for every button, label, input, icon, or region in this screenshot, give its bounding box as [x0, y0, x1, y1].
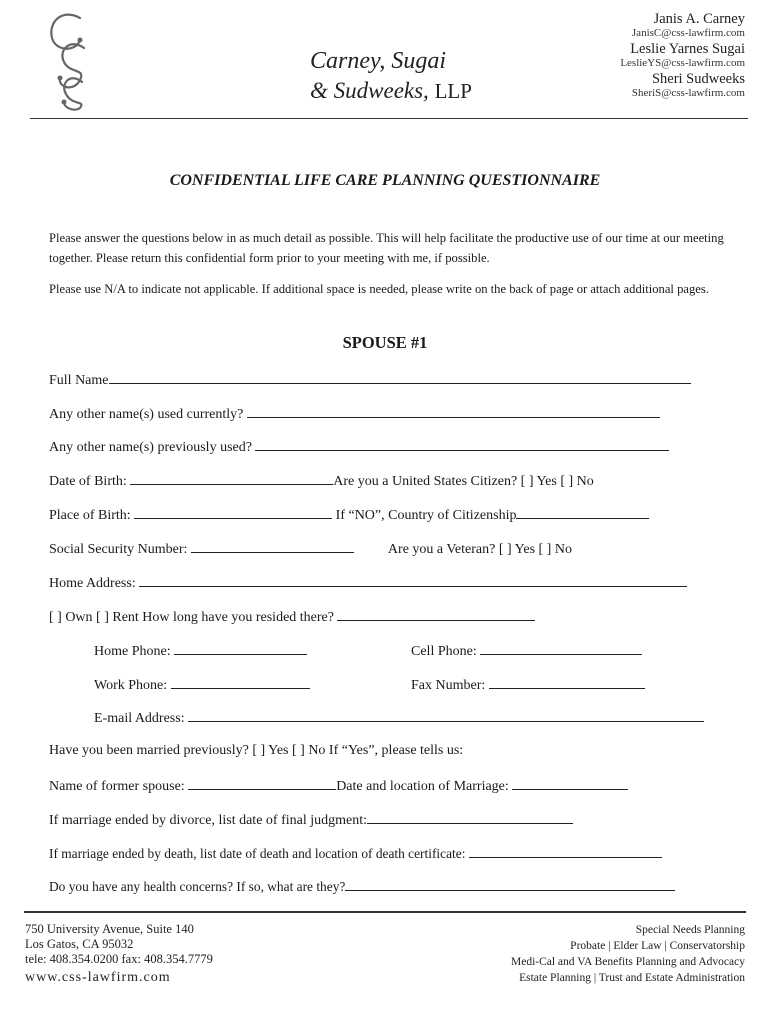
marriage-date-field[interactable] — [512, 775, 628, 790]
former-spouse-row — [49, 775, 628, 795]
footer-divider — [24, 911, 746, 913]
intro-paragraph: Please answer the questions below in as much detail as possible. This will help facilitate the productive use of our time at our meeting together. Please return this confidential form prior to your meeting with me, if possible. — [49, 231, 724, 265]
attorney-name: Leslie Yarnes Sugai — [630, 41, 745, 57]
work-phone-field[interactable] — [171, 674, 310, 689]
section-heading: SPOUSE #1 — [342, 333, 428, 352]
previous-names-row — [49, 436, 669, 456]
country-field[interactable] — [516, 504, 649, 519]
cell-phone-field[interactable] — [480, 640, 642, 655]
full-name-field[interactable] — [109, 369, 691, 384]
cell-phone-row — [411, 640, 642, 660]
attorney-name: Sheri Sudweeks — [651, 71, 745, 87]
full-name-row — [49, 369, 691, 389]
attorney-email[interactable]: SheriS@css-lawfirm.com — [631, 87, 745, 99]
residence-row — [49, 606, 535, 626]
birthplace-field[interactable] — [134, 504, 332, 519]
practice-area: Medi-Cal and VA Benefits Planning and Advocacy — [510, 956, 745, 968]
birthplace-label: Place of Birth: — [49, 508, 131, 523]
divorce-row — [49, 809, 573, 829]
page-title: CONFIDENTIAL LIFE CARE PLANNING QUESTIONNAIRE — [169, 172, 601, 189]
email-label: E-mail Address: — [94, 711, 185, 726]
firm-name — [310, 46, 472, 106]
home-phone-row — [94, 640, 307, 660]
full-name-label: Full Name — [49, 373, 109, 388]
death-info-field[interactable] — [469, 843, 662, 858]
married-previously-row — [49, 741, 463, 761]
phone-fax: tele: 408.354.0200 fax: 408.354.7779 — [25, 952, 213, 966]
cell-phone-label: Cell Phone: — [411, 644, 477, 659]
attorney-name: Janis A. Carney — [653, 11, 745, 27]
home-address-field[interactable] — [139, 572, 687, 587]
practice-area: Probate | Elder Law | Conservatorship — [570, 940, 745, 952]
practice-area: Special Needs Planning — [635, 924, 745, 936]
attorney-email[interactable]: JanisC@css-lawfirm.com — [631, 27, 745, 39]
fax-label: Fax Number: — [411, 678, 486, 693]
health-label: Do you have any health concerns? If so, what are they? — [49, 879, 346, 894]
dob-field[interactable] — [130, 470, 333, 485]
birthplace-row — [49, 504, 649, 524]
header-divider — [30, 118, 748, 119]
instructions-paragraph: Please use N/A to indicate not applicable. If additional space is needed, please write on the back of page or attach additional pages. — [49, 282, 709, 296]
firm-name-line1: Carney, Sugai — [310, 48, 446, 74]
fax-row — [411, 674, 645, 694]
current-names-row — [49, 403, 660, 423]
residence-duration-field[interactable] — [337, 606, 535, 621]
ssn-label: Social Security Number: — [49, 542, 188, 557]
firm-name-line2: & Sudweeks, — [310, 78, 429, 103]
country-label: If “NO”, Country of Citizenship — [335, 508, 517, 523]
email-row — [94, 707, 704, 727]
work-phone-label: Work Phone: — [94, 678, 168, 693]
home-phone-label: Home Phone: — [94, 644, 171, 659]
website-link[interactable]: www.css-lawfirm.com — [25, 970, 171, 985]
current-names-field[interactable] — [247, 403, 660, 418]
former-spouse-label: Name of former spouse: — [49, 779, 185, 794]
death-label: If marriage ended by death, list date of death and location of death certificate: — [49, 846, 466, 861]
current-names-label: Any other name(s) used currently? — [49, 407, 244, 422]
previous-names-field[interactable] — [255, 436, 669, 451]
firm-monogram-logo — [40, 8, 100, 112]
dob-label: Date of Birth: — [49, 474, 127, 489]
death-row — [49, 843, 662, 863]
home-address-label: Home Address: — [49, 576, 136, 591]
ssn-veteran-row — [49, 538, 572, 558]
firm-suffix: LLP — [434, 79, 472, 103]
practice-areas — [511, 922, 745, 986]
home-address-row — [49, 572, 687, 592]
email-field[interactable] — [188, 707, 704, 722]
citizen-question[interactable]: Are you a United States Citizen? [ ] Yes [ ] No — [333, 474, 594, 489]
former-spouse-field[interactable] — [188, 775, 336, 790]
health-row — [49, 876, 675, 896]
married-previously-question[interactable]: Have you been married previously? [ ] Yes [ ] No If “Yes”, please tells us: — [49, 743, 464, 758]
attorney-email[interactable]: LeslieYS@css-lawfirm.com — [620, 57, 745, 69]
marriage-date-label: Date and location of Marriage: — [336, 779, 509, 794]
dob-citizen-row — [49, 470, 594, 490]
attorney-contacts — [620, 12, 745, 102]
own-rent-question[interactable]: [ ] Own [ ] Rent How long have you resided there? — [49, 610, 334, 625]
ssn-field[interactable] — [191, 538, 354, 553]
veteran-question[interactable]: Are you a Veteran? [ ] Yes [ ] No — [387, 542, 572, 557]
health-field[interactable] — [345, 876, 675, 891]
fax-field[interactable] — [489, 674, 645, 689]
previous-names-label: Any other name(s) previously used? — [49, 440, 252, 455]
divorce-date-field[interactable] — [367, 809, 573, 824]
work-phone-row — [94, 674, 310, 694]
address-line1: 750 University Avenue, Suite 140 — [25, 922, 194, 936]
divorce-label: If marriage ended by divorce, list date of final judgment: — [49, 813, 368, 828]
address-line2: Los Gatos, CA 95032 — [25, 937, 134, 951]
firm-address — [25, 922, 213, 985]
home-phone-field[interactable] — [174, 640, 307, 655]
practice-area: Estate Planning | Trust and Estate Administration — [519, 972, 745, 984]
